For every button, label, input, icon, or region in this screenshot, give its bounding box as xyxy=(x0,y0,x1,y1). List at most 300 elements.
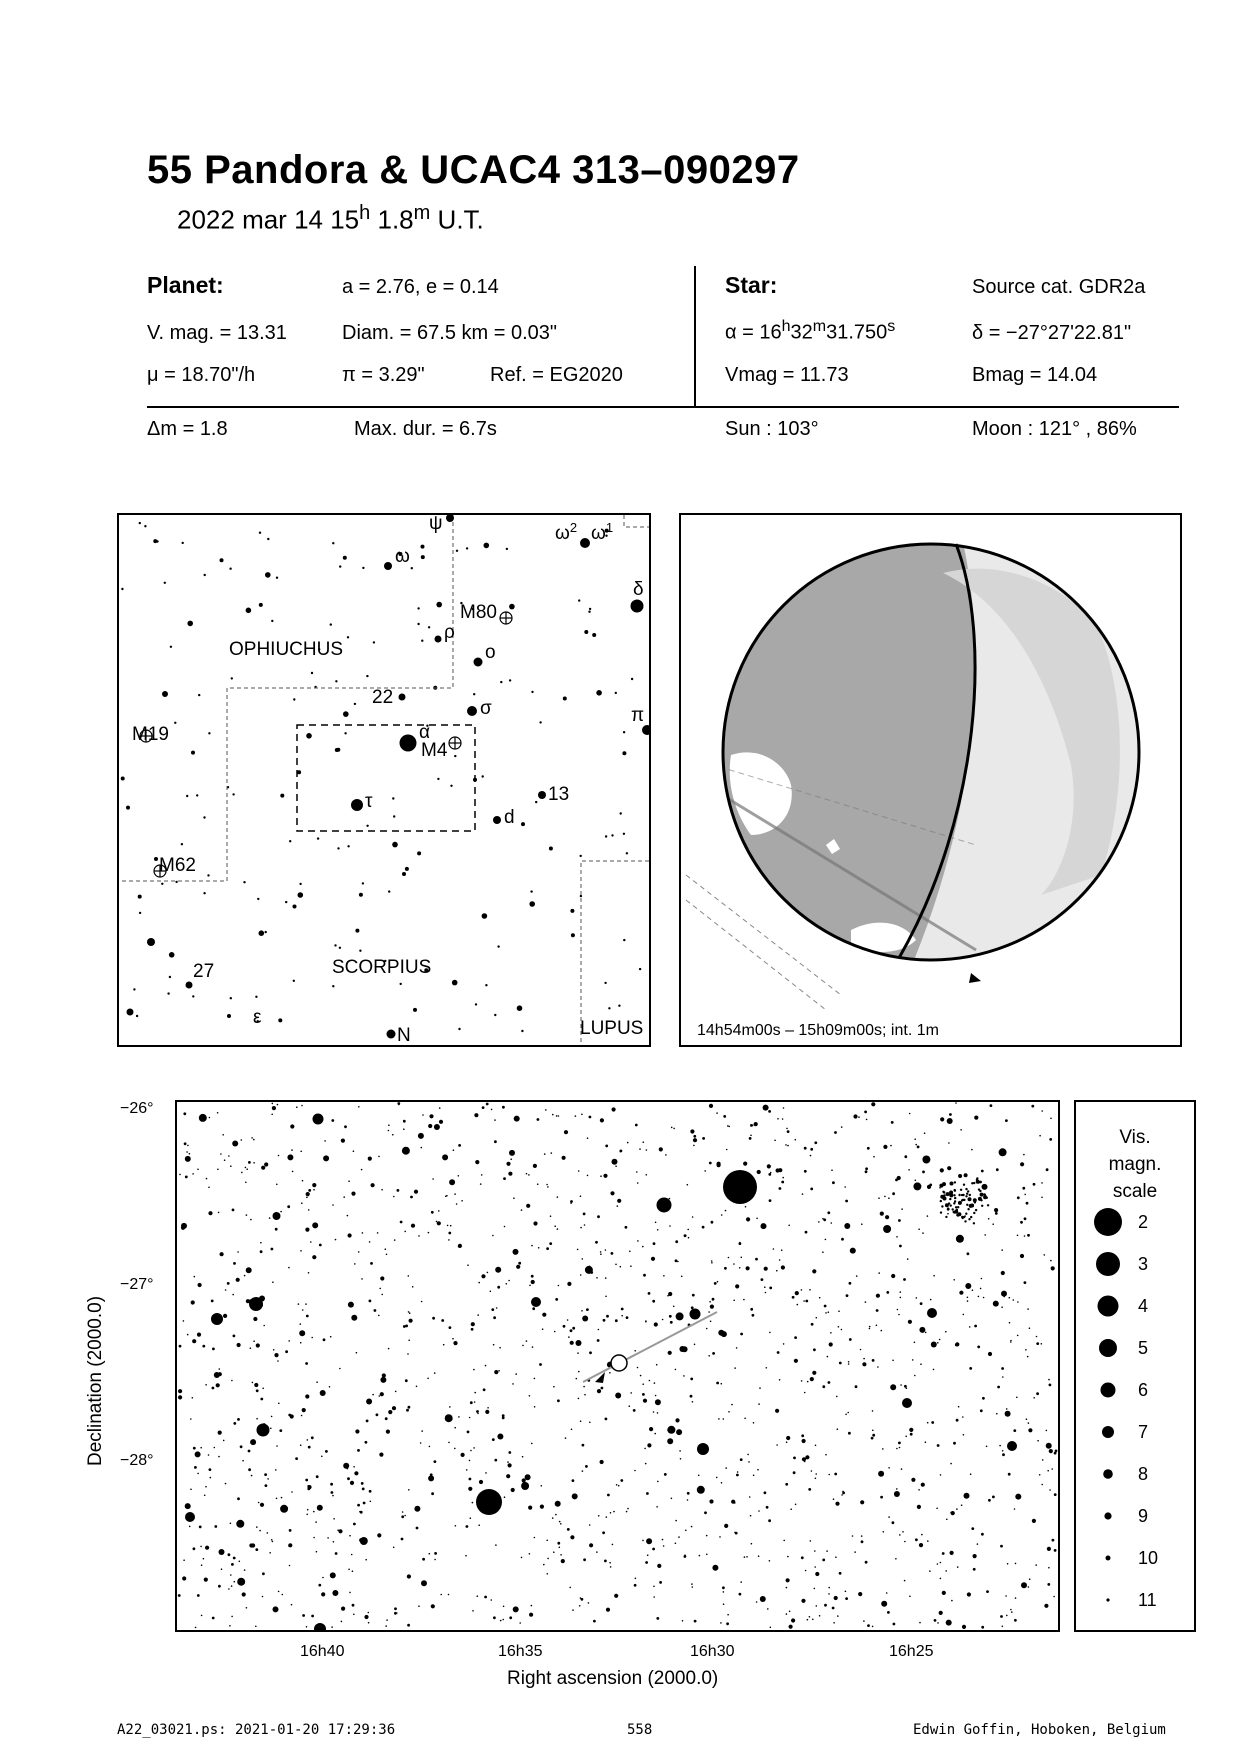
field-star xyxy=(272,1106,276,1110)
field-star xyxy=(898,1314,900,1316)
field-star xyxy=(319,1244,322,1247)
field-star xyxy=(458,1246,460,1248)
field-star xyxy=(187,1145,189,1147)
background-star xyxy=(623,833,625,835)
background-star xyxy=(207,874,209,876)
field-star xyxy=(655,1222,657,1224)
cluster-star xyxy=(981,1205,983,1207)
field-star xyxy=(1041,1484,1043,1486)
label-rho: ρ xyxy=(444,622,455,643)
background-star xyxy=(198,694,200,696)
field-star xyxy=(1001,1249,1003,1251)
field-star xyxy=(253,1139,255,1141)
field-star xyxy=(241,1172,243,1174)
field-star xyxy=(454,1448,456,1450)
field-star xyxy=(1054,1452,1057,1455)
field-star xyxy=(613,1511,615,1513)
field-star xyxy=(335,1239,337,1241)
field-star xyxy=(687,1492,690,1495)
field-star xyxy=(779,1259,781,1261)
field-star xyxy=(421,1580,427,1586)
field-star xyxy=(605,1418,608,1421)
background-star xyxy=(332,985,334,987)
field-star xyxy=(522,1456,524,1458)
field-star xyxy=(616,1484,618,1486)
field-star xyxy=(228,1155,230,1157)
field-star xyxy=(950,1463,952,1465)
field-star xyxy=(406,1409,409,1412)
background-star xyxy=(133,988,135,990)
field-star xyxy=(341,1607,345,1611)
field-star xyxy=(493,1616,496,1619)
bright-star xyxy=(531,1297,541,1307)
field-star xyxy=(237,1418,240,1421)
field-star xyxy=(612,1107,616,1111)
field-star xyxy=(1016,1397,1018,1399)
field-star xyxy=(349,1535,351,1537)
background-star xyxy=(421,640,423,642)
field-star xyxy=(557,1196,559,1198)
background-star xyxy=(436,602,442,608)
field-star xyxy=(676,1312,684,1320)
field-star xyxy=(580,1227,582,1229)
field-star xyxy=(687,1499,689,1501)
field-star xyxy=(653,1596,655,1598)
field-star xyxy=(693,1135,696,1138)
field-star xyxy=(570,1329,573,1332)
field-star xyxy=(871,1437,874,1440)
field-star xyxy=(554,1331,556,1333)
field-star xyxy=(626,1511,628,1513)
field-star xyxy=(668,1351,672,1355)
cluster-star xyxy=(950,1204,952,1206)
field-star xyxy=(597,1215,600,1218)
field-star xyxy=(921,1534,923,1536)
background-star xyxy=(121,588,123,590)
field-star xyxy=(429,1446,431,1448)
field-star xyxy=(381,1294,383,1296)
field-star xyxy=(429,1553,431,1555)
field-star xyxy=(690,1129,694,1133)
background-star xyxy=(280,794,284,798)
field-star xyxy=(927,1540,929,1542)
field-star xyxy=(272,1541,274,1543)
field-star xyxy=(681,1276,683,1278)
field-star xyxy=(753,1422,755,1424)
field-star xyxy=(1029,1578,1031,1580)
cluster-star xyxy=(952,1208,954,1210)
field-star xyxy=(653,1242,656,1245)
field-star xyxy=(275,1469,277,1471)
background-star xyxy=(259,603,263,607)
field-star xyxy=(312,1255,316,1259)
field-star xyxy=(570,1535,574,1539)
field-star xyxy=(597,1339,600,1342)
field-star xyxy=(225,1483,227,1485)
background-star xyxy=(139,912,141,914)
field-star xyxy=(256,1526,258,1528)
field-star xyxy=(744,1418,746,1420)
scale-dot xyxy=(1098,1296,1119,1317)
field-star xyxy=(810,1148,813,1151)
background-star xyxy=(232,793,234,795)
field-star xyxy=(292,1171,294,1173)
field-star xyxy=(354,1471,358,1475)
field-star xyxy=(982,1184,988,1190)
field-star xyxy=(692,1294,695,1297)
field-star xyxy=(231,1616,233,1618)
field-star xyxy=(194,1466,197,1469)
field-star xyxy=(718,1330,724,1336)
field-star xyxy=(915,1538,918,1541)
field-star xyxy=(740,1333,743,1336)
field-star xyxy=(706,1328,708,1330)
field-star xyxy=(217,1169,219,1171)
field-star xyxy=(706,1535,708,1537)
field-star xyxy=(801,1556,804,1559)
field-star xyxy=(710,1321,712,1323)
field-star xyxy=(495,1544,497,1546)
field-star xyxy=(468,1487,472,1491)
background-star xyxy=(473,693,475,695)
bright-star xyxy=(723,1170,757,1204)
field-star xyxy=(1049,1449,1053,1453)
field-star xyxy=(716,1112,718,1114)
field-star xyxy=(617,1205,619,1207)
background-star xyxy=(265,572,271,578)
background-star xyxy=(359,950,361,952)
background-star xyxy=(192,995,194,997)
background-star xyxy=(400,983,402,985)
field-star xyxy=(230,1574,232,1576)
field-star xyxy=(697,1486,705,1494)
field-star xyxy=(688,1237,690,1239)
field-star xyxy=(899,1447,901,1449)
field-star xyxy=(269,1217,271,1219)
field-star xyxy=(810,1377,814,1381)
background-star xyxy=(255,996,257,998)
scale-dot xyxy=(1094,1208,1122,1236)
cluster-star xyxy=(967,1190,969,1192)
field-star xyxy=(615,1264,617,1266)
omega1-index: 1 xyxy=(605,520,614,535)
scale-title-line: scale xyxy=(1112,1181,1158,1202)
field-star xyxy=(301,1415,303,1417)
field-star xyxy=(377,1232,379,1234)
field-star xyxy=(931,1421,934,1424)
field-star xyxy=(572,1327,575,1330)
cluster-star xyxy=(976,1178,978,1180)
field-star xyxy=(763,1105,769,1111)
field-star xyxy=(379,1453,383,1457)
field-star xyxy=(259,1530,261,1532)
field-star xyxy=(914,1375,916,1377)
field-star xyxy=(333,1518,335,1520)
bright-star xyxy=(257,1424,270,1437)
field-star xyxy=(629,1251,631,1253)
field-star xyxy=(237,1497,240,1500)
field-star xyxy=(562,1156,566,1160)
field-star xyxy=(1044,1604,1048,1608)
field-star xyxy=(693,1138,697,1142)
field-star xyxy=(945,1331,947,1333)
field-star xyxy=(589,1524,591,1526)
field-star xyxy=(271,1248,274,1251)
field-star xyxy=(306,1626,308,1628)
field-star xyxy=(241,1139,243,1141)
field-star xyxy=(739,1593,742,1596)
field-star xyxy=(718,1418,720,1420)
field-star xyxy=(627,1508,629,1510)
field-star xyxy=(310,1241,312,1243)
field-star xyxy=(217,1112,219,1114)
field-star xyxy=(685,1530,687,1532)
field-star xyxy=(637,1240,639,1242)
field-star xyxy=(612,1544,614,1546)
cluster-star xyxy=(958,1201,962,1205)
field-star xyxy=(708,1355,710,1357)
field-star xyxy=(491,1109,493,1111)
field-star xyxy=(679,1450,681,1452)
field-star xyxy=(750,1515,752,1517)
field-star xyxy=(891,1121,894,1124)
background-star xyxy=(615,692,617,694)
field-star xyxy=(816,1317,818,1319)
field-star xyxy=(993,1301,999,1307)
field-star xyxy=(664,1473,667,1476)
field-star xyxy=(411,1224,415,1228)
field-star xyxy=(962,1625,966,1629)
field-star xyxy=(380,1392,384,1396)
field-star xyxy=(783,1540,785,1542)
field-star xyxy=(586,1308,589,1311)
field-star xyxy=(812,1619,814,1621)
field-star xyxy=(485,1410,489,1414)
field-star xyxy=(237,1343,241,1347)
label-13: 13 xyxy=(548,784,570,805)
field-star xyxy=(352,1570,354,1572)
field-star xyxy=(682,1346,688,1352)
field-star xyxy=(580,1274,582,1276)
background-star xyxy=(626,852,628,854)
field-star xyxy=(233,1422,236,1425)
field-star xyxy=(1002,1453,1005,1456)
field-star xyxy=(805,1231,808,1234)
field-star xyxy=(549,1242,552,1245)
field-star xyxy=(508,1280,510,1282)
field-star xyxy=(881,1601,887,1607)
cluster-star xyxy=(957,1206,959,1208)
field-star xyxy=(777,1351,780,1354)
field-star xyxy=(329,1386,331,1388)
field-star xyxy=(369,1300,372,1303)
field-star xyxy=(1026,1418,1028,1420)
field-star xyxy=(218,1431,222,1435)
background-star xyxy=(136,1015,138,1017)
field-star xyxy=(881,1330,883,1332)
field-star xyxy=(496,1307,498,1309)
field-star xyxy=(366,1399,372,1405)
field-star xyxy=(1001,1367,1004,1370)
field-star xyxy=(498,1370,500,1372)
field-star xyxy=(332,1590,338,1596)
background-star xyxy=(373,641,375,643)
field-star xyxy=(453,1341,457,1345)
field-star xyxy=(617,1199,621,1203)
field-star xyxy=(999,1445,1001,1447)
field-star xyxy=(301,1202,303,1204)
field-star xyxy=(273,1212,281,1220)
bright-star xyxy=(313,1114,324,1125)
field-star xyxy=(492,1438,495,1441)
background-star xyxy=(411,567,413,569)
field-star xyxy=(218,1456,220,1458)
field-star xyxy=(896,1236,898,1238)
field-star xyxy=(223,1314,227,1318)
field-star xyxy=(653,1586,655,1588)
background-star xyxy=(334,944,336,946)
field-star xyxy=(675,1543,677,1545)
cluster-star xyxy=(962,1217,964,1219)
field-star xyxy=(431,1492,434,1495)
field-star xyxy=(577,1352,579,1354)
field-star xyxy=(1013,1429,1016,1432)
field-star xyxy=(275,1228,278,1231)
field-star xyxy=(203,1558,205,1560)
field-star xyxy=(513,1197,515,1199)
label-delta: δ xyxy=(633,579,644,600)
field-star xyxy=(269,1552,271,1554)
field-star xyxy=(256,1418,258,1420)
field-star xyxy=(267,1478,269,1480)
field-star xyxy=(916,1297,918,1299)
field-star xyxy=(615,1319,618,1322)
field-star xyxy=(1028,1428,1032,1432)
field-star xyxy=(192,1339,196,1343)
footer-file: A22_03021.ps: 2021-01-20 17:29:36 xyxy=(117,1722,396,1738)
field-star xyxy=(905,1436,907,1438)
field-star xyxy=(357,1449,360,1452)
field-star xyxy=(844,1186,846,1188)
field-star xyxy=(691,1306,694,1309)
field-star xyxy=(614,1594,618,1598)
field-star xyxy=(503,1606,505,1608)
field-star xyxy=(626,1316,629,1319)
field-star xyxy=(190,1489,192,1491)
field-star xyxy=(812,1269,816,1273)
x-axis-label: Right ascension (2000.0) xyxy=(507,1668,719,1689)
cluster-star xyxy=(957,1214,959,1216)
field-star xyxy=(795,1291,799,1295)
field-star xyxy=(414,1506,420,1512)
background-star xyxy=(259,930,265,936)
field-star xyxy=(950,1551,954,1555)
field-star xyxy=(502,1619,504,1621)
field-star xyxy=(564,1130,568,1134)
field-star xyxy=(625,1226,628,1229)
field-star xyxy=(347,1477,350,1480)
field-star xyxy=(1035,1564,1037,1566)
field-star xyxy=(971,1149,973,1151)
field-star xyxy=(814,1550,816,1552)
field-star xyxy=(977,1346,980,1349)
field-star xyxy=(576,1340,582,1346)
field-star xyxy=(1033,1183,1036,1186)
field-star xyxy=(581,1310,583,1312)
field-star xyxy=(546,1540,548,1542)
field-star xyxy=(702,1226,705,1229)
cluster-star xyxy=(945,1216,947,1218)
field-star xyxy=(526,1204,530,1208)
field-star xyxy=(1001,1306,1003,1308)
field-star xyxy=(507,1461,509,1463)
field-star xyxy=(302,1180,304,1182)
background-star xyxy=(620,812,622,814)
field-star xyxy=(508,1463,512,1467)
field-star xyxy=(833,1498,835,1500)
field-star xyxy=(199,1526,201,1528)
field-star xyxy=(403,1120,406,1123)
field-star xyxy=(728,1411,730,1413)
field-star xyxy=(554,1225,556,1227)
background-star xyxy=(452,980,458,986)
field-star xyxy=(206,1178,208,1180)
field-star xyxy=(313,1189,315,1191)
field-star xyxy=(323,1338,326,1341)
field-star xyxy=(585,1266,593,1274)
field-star xyxy=(598,1329,600,1331)
field-star xyxy=(302,1614,305,1617)
field-star xyxy=(716,1477,718,1479)
field-star xyxy=(618,1485,620,1487)
background-star xyxy=(405,867,409,871)
field-star xyxy=(245,1182,247,1184)
field-star xyxy=(1023,1154,1025,1156)
label-m19: M19 xyxy=(132,724,169,745)
label-m4: M4 xyxy=(421,740,448,761)
field-star xyxy=(739,1267,741,1269)
background-star xyxy=(317,837,319,839)
field-star xyxy=(533,1221,537,1225)
field-star xyxy=(224,1159,226,1161)
field-star xyxy=(1036,1392,1039,1395)
field-star xyxy=(769,1199,772,1202)
field-star xyxy=(981,1626,984,1629)
cluster-star xyxy=(947,1208,949,1210)
constellation-boundary xyxy=(624,515,649,527)
field-star xyxy=(1039,1135,1041,1137)
field-star xyxy=(412,1286,414,1288)
cluster-star xyxy=(965,1213,967,1215)
field-star xyxy=(646,1174,648,1176)
field-star xyxy=(904,1541,906,1543)
background-star xyxy=(623,939,625,941)
field-star xyxy=(352,1604,355,1607)
field-star xyxy=(869,1328,871,1330)
field-star xyxy=(970,1473,972,1475)
field-star xyxy=(786,1587,788,1589)
field-star xyxy=(900,1297,902,1299)
field-star xyxy=(278,1155,280,1157)
cluster-star xyxy=(978,1188,980,1190)
field-star xyxy=(534,1406,536,1408)
field-star xyxy=(773,1248,775,1250)
background-star xyxy=(126,806,130,810)
field-star xyxy=(1024,1194,1026,1196)
background-star xyxy=(343,556,347,560)
background-star xyxy=(517,1005,523,1011)
field-star xyxy=(758,1555,760,1557)
